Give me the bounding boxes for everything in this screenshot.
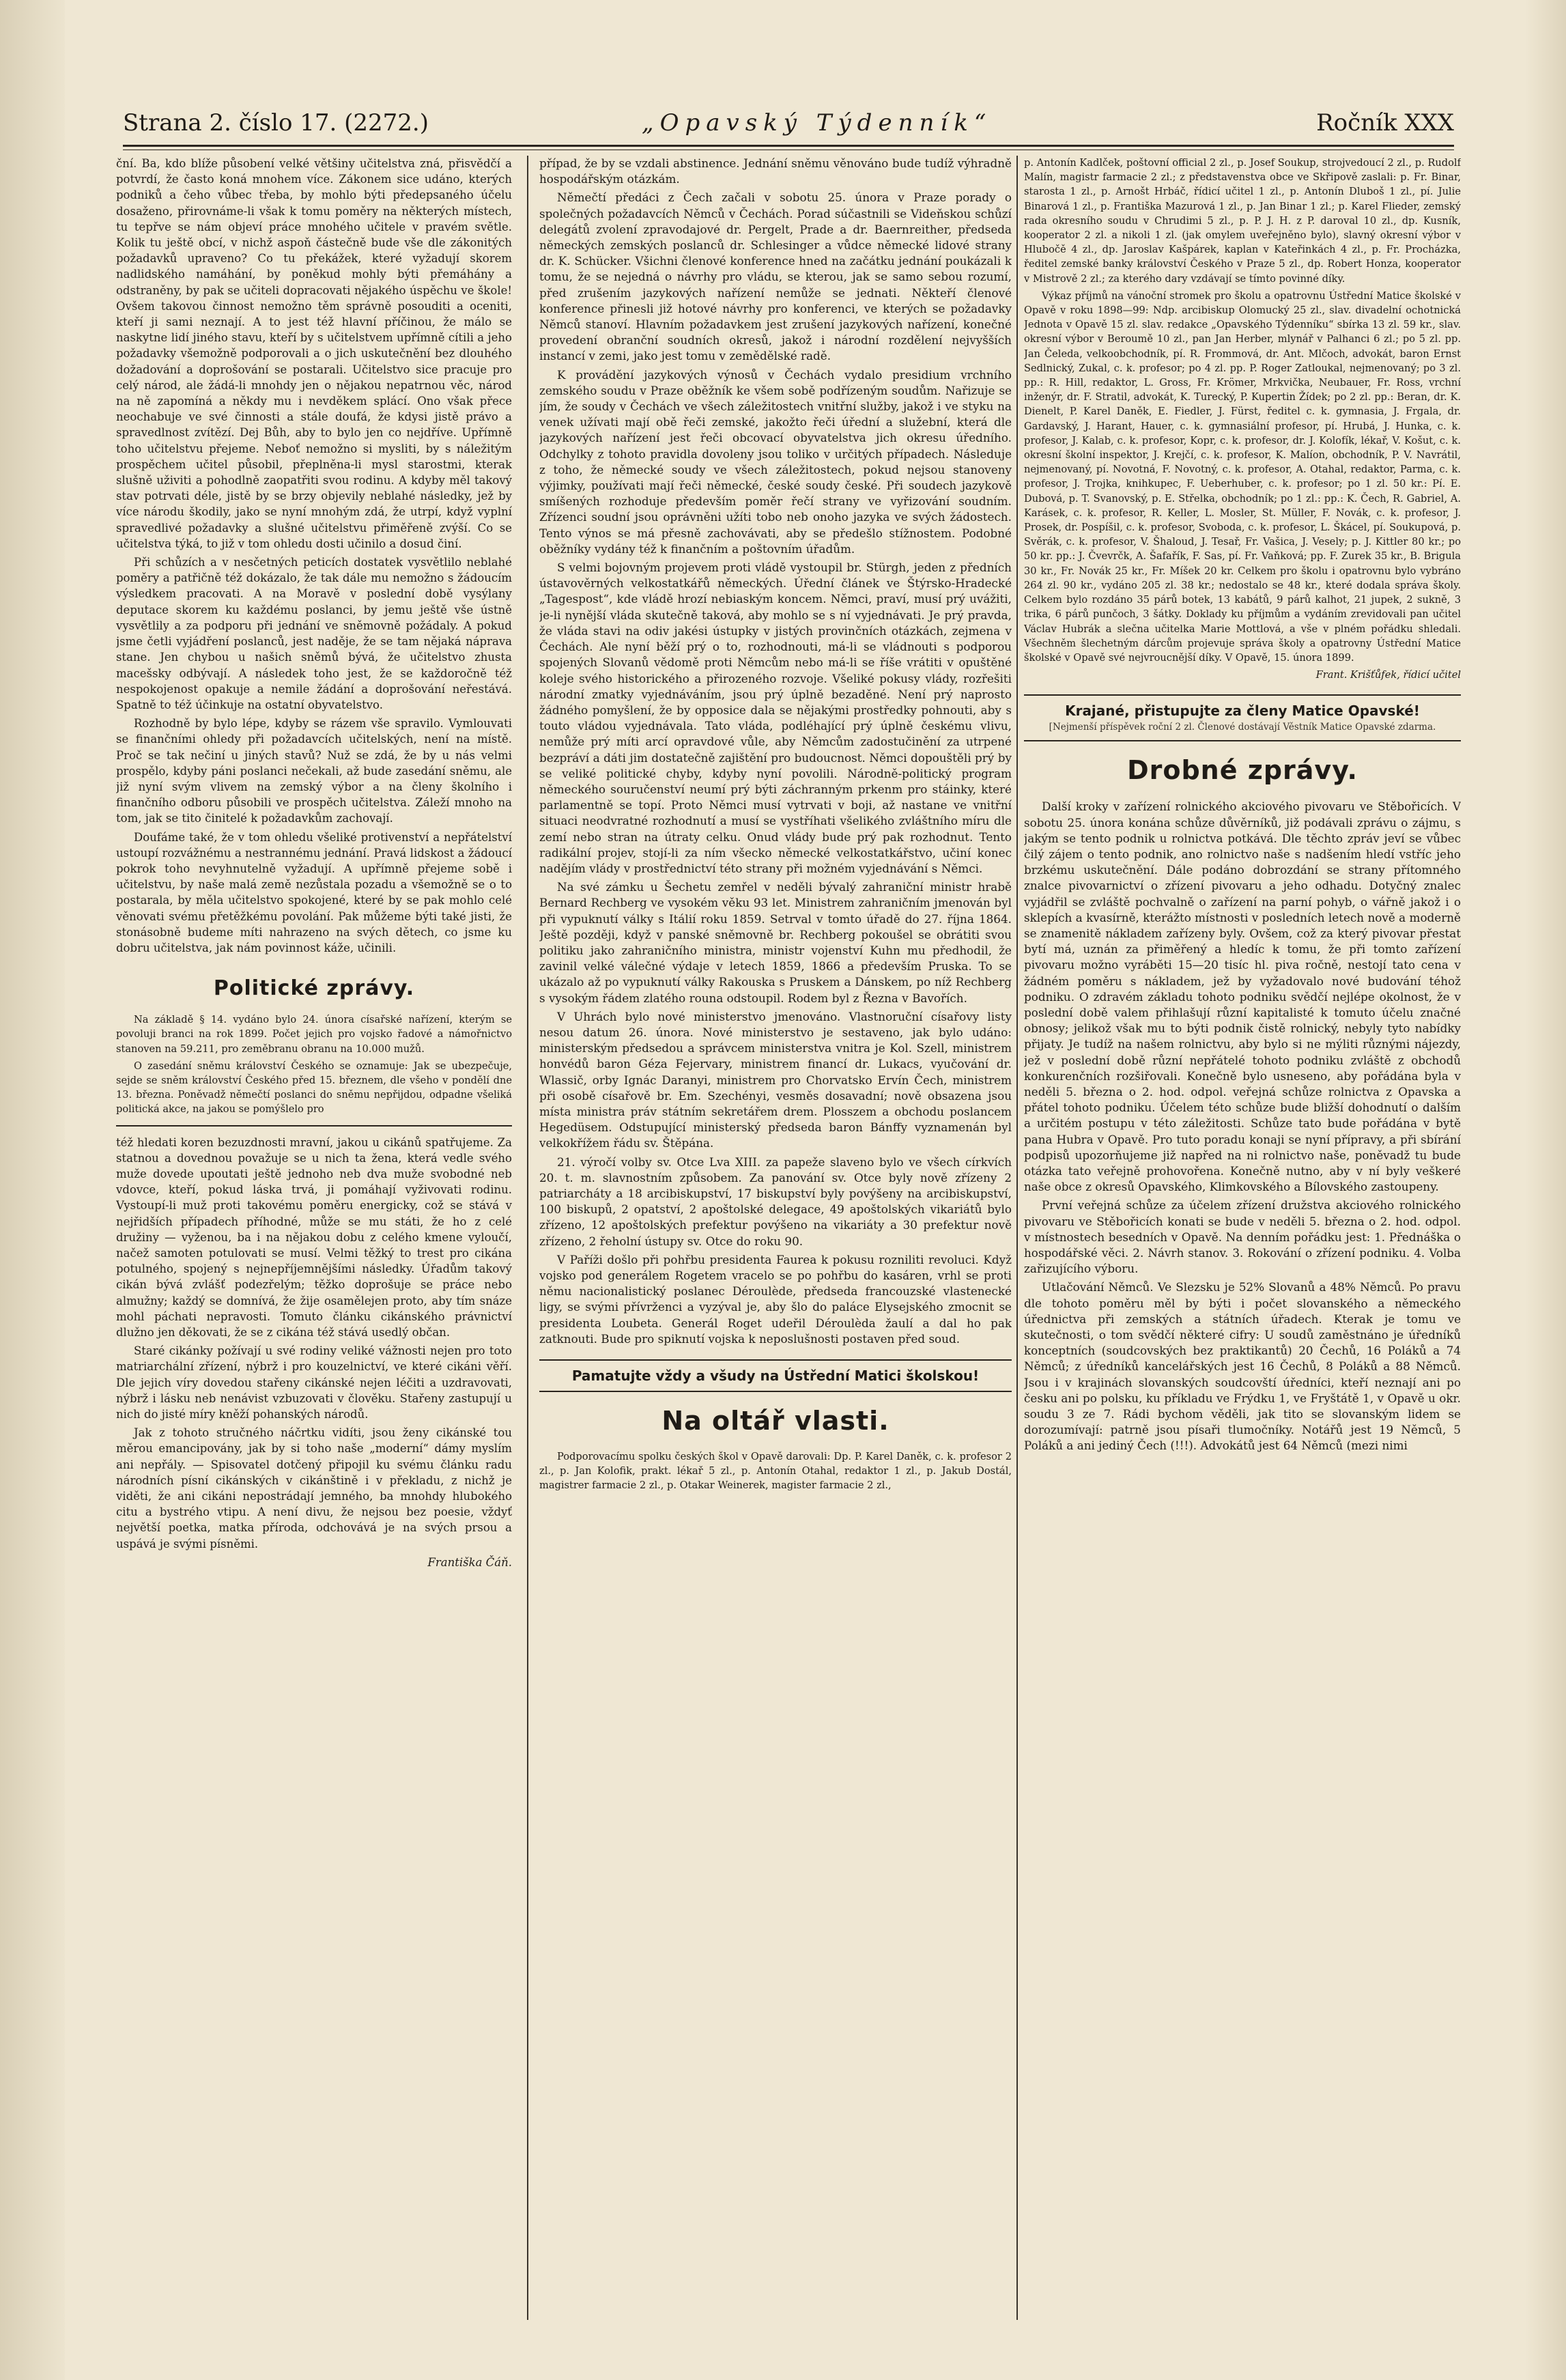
section-heading-drobne: Drobné zprávy. <box>1127 755 1358 786</box>
news-item: V Uhrách bylo nové ministerstvo jmenováno. Vlastnoruční císařovy listy nesou datum 26. února. Nové ministerstvo je sestaveno, jak bylo udáno: ministerským předsedou a správcem ministerstva vnitra je Kol. Szell, ministrem honvédů baron Géza Fejervary, ministrem financí dr. Lukacs, vyučování dr. Wlassič, orby Ignác Daranyi, ministrem pro Chorvatsko Ervín Čech, ministrem při osobě císařově br. Em. Szechényi, vesměs dosavadní; nově obsazena jsou místa ministra práv státním sekretářem drem. Plosszem a obchodu poslancem Hegedüsem. Odstupující ministerský předseda baron Bánffy vyznamenán byl velkokřížem řádu sv. Štěpána. <box>539 1009 1012 1150</box>
feuilleton-paragraph: též hledati koren bezuzdnosti mravní, jakou u cikánů spatřujeme. Za statnou a dovednou považuje se u nich ta žena, která vedle svého muže dovede upoutati ještě jednoho neb dva muže svobodné neb vdovce, kteří, pokud láska trvá, ji pomáhají vyživovati rodinu. Vystoupí-li muž proti takovému poměru energicky, což se stává v nejřidších případech příhodné, může se mu státi, že ho z celé družiny — vyženou, ba i na nějakou dobu z celého kmene vyloučí, načež samoten potulovati se musí. Velmi těžký to trest pro cikána potulného, spojený s nejnepříjemnějšími následky. Úřadům takový cikán bývá zvlášť podezřelým; těžko doprošuje se práce nebo almužny; každý se domnívá, že žije osamělejen proto, aby tím snáze mohl páchati nepravosti. Tomuto článku cikánského právnictví dlužno jen děkovati, že se z cikána též stává usedlý občan. <box>116 1135 512 1340</box>
column-divider <box>527 156 528 2320</box>
column-2 <box>539 156 1012 2325</box>
matice-opavska-notice <box>1024 694 1461 741</box>
matice-notice: Pamatujte vždy a všudy na Ústřední Matici školskou! <box>539 1359 1012 1392</box>
article-paragraph: Rozhodně by bylo lépe, kdyby se rázem vše spravilo. Vymlouvati se finančními ohledy při požadavcích učitelských, není na místě. Proč se tak nečiní u jiných stavů? Nuž se zdá, že by u nás velmi prospělo, kdyby páni poslanci nečekali, až bude zasedání sněmu, ale již nyní svým vlivem na zemský výbor a na členy školního i finančního odboru působili ve prospěch učitelstva. Záleží mnoho na tom, jak se tito činitelé k požadavkům zachovají. <box>116 717 512 825</box>
news-item: V Paříži došlo při pohřbu presidenta Faurea k pokusu rozniliti revoluci. Když vojsko pod generálem Rogetem vracelo se po pohřbu do kasáren, vrhl se proti němu nacionalistický poslanec Déroulède, předseda francouzské vlastenecké ligy, se svými přívrženci a vyzýval je, aby šlo do paláce Elysejského zmocnit se presidenta Loubeta. Generál Roget udeřil Déroulèda žaulí a dal ho pak zatknouti. Bude pro spiknutí vojska k neposlušnosti postaven před soud. <box>539 1252 1012 1346</box>
feuilleton-paragraph: Staré cikánky požívají u své rodiny veliké vážnosti nejen pro toto matriarchální zřízení, nýbrž i pro kouzelnictví, ve které cikáni věří. Dle jejich víry dovedou stařeny cikánské nejen léčiti a uzdravovati, nýbrž i lásku neb nenávist vzbuzovati v člověku. Stařeny zastupují u nich do jisté míry kněží pohanských národů. <box>116 1344 512 1421</box>
news-item: Němečtí předáci z Čech začali v sobotu 25. února v Praze porady o společných požadavcích Němců v Čechách. Porad súčastnili se Videňskou schůzí delegátů zvolení zpravodajové dr. Pergelt, Prade a dr. Baernreither, předseda německých zemských poslanců dr. Schlesinger a vůdce německé lidové strany dr. K. Schücker. Všichni členové konference hned na začátku jednání poukázali k tomu, že se nejedná o návrhy pro vládu, se kterou, jak se samo sebou rozumí, před zrušením jazykových nařízení nemůže se jednati. Někteří členové konference přinesli již hotové návrhy pro konferenci, ve kterých se požadavky Němců stanoví. Hlavním požadavkem jest zrušení jazykových nařízení, konečné provedení obranční soudních okresů, jakož i národní rozdělení nejvyšších instancí v zemi, jako jest tomu v zemědělské radě. <box>539 190 1012 363</box>
article-paragraph: ční. Ba, kdo blíže působení velké většiny učitelstva zná, přisvědčí a potvrdí, že často koná mnohem více. Zákonem sice udáno, kterých podniků a čeho vůbec třeba, by mohlo býti předepsaného účelu dosaženo, přirovnáme-li však k tomu poměry na některých místech, tu tepřve se nám objeví práce mnohého učitele v pravém světle. Kolik tu ještě obcí, v nichž aspoň částečně bude vše dle zákonitých požadavků upraveno? Co tu překážek, které vyžadují skorem nadlidského namáhání, by poněkud mohly býti přemáhány a odstraněny, by pak se učiteli dopracovati nějakého úspěchu ve škole! Ovšem takovou činnost nemožno těm správně posouditi a oceniti, kteří ji sami neznají. A to jest též hlavní příčinou, že málo se naskytne lidí jiného stavu, kteří by s učitelstvem upřímně cítili a jeho požadavky všemožně podporovali a o jich uskutečnění bez dlouhého dožadování a doprošování se postarali. Učitelstvo sice pracuje pro celý národ, ale žádá-li mnohdy jen o nějakou nepatrnou věc, národ na ně zapomíná a někdy mu i nevděkem splácí. Ono však přece neochabuje ve své činnosti a stále doufá, že kdysi jistě právo a spravedlnost zvítězí. Dej Bůh, aby to bylo jen co nejdříve. Upřímně toho učitelstvu přejeme. Neboť nemožno si mysliti, by s náležitým prospěchem učitel působil, přeplněna-li mysl starostmi, kterak slušně uživiti a pohodlně zaopatřiti svou rodinu. A kdyby měl takový stav potrvati déle, jistě by se brzy objevily neblahé následky, jež by více národu škodily, jako se nyní mnohým zdá, že utrpí, když vyplní spravedlivé požadavky a slušné učitelstvu přiměřeně zvýší. Co se učitelstva týká, to již v tom ohledu dosti učinilo a dosud činí. <box>116 157 512 550</box>
news-item: K provádění jazykových výnosů v Čechách vydalo presidium vrchního zemského soudu v Praze oběžník ke všem sobě podřízeným soudům. Nařizuje se jím, že soudy v Čechách ve všech záležitostech vnitřní služby, jakož i ve styku na venek užívati mají obě řeči zemské, jakožto řeči úřední a služební, která dle jazykových nařízení jest řeči obcovací obyvatelstva jich okresu úředního. Odchylky z tohoto pravidla dovoleny jsou toliko v určitých případech. Následuje z toho, že německé soudy ve všech záležitostech, pokud nejsou stanoveny výjimky, používati mají řeči německé, české soudy české. Při soudech jazykově smíšených rozhoduje především poměr řečí strany ve vyřizování soudním. Zřízenci soudní jsou oprávněni užíti tobo neb onoho jazyka ve svých žádostech. Tento výnos se má přesně zachovávati, aby se předešlo stížnostem. Podobné oběžníky vydány též k finančním a poštovním úřadům. <box>539 367 1012 556</box>
section-heading-politicke: Politické zprávy. <box>213 976 415 1001</box>
page-right-edge <box>1525 0 1566 2380</box>
notice-subtitle: [Nejmenší příspěvek roční 2 zl. Členové dostávají Věstník Matice Opavské zdarma. <box>1049 722 1436 733</box>
header-rule <box>123 145 1454 147</box>
section-heading-oltar: Na oltář vlasti. <box>661 1406 889 1436</box>
page-header <box>123 109 1454 150</box>
news-item: případ, že by se vzdali abstinence. Jednání sněmu věnováno bude tudíž výhradně hospodářským otázkám. <box>539 156 1012 186</box>
news-item: 21. výročí volby sv. Otce Lva XIII. za papeže slaveno bylo ve všech církvích 20. t. m. slavnostním způsobem. Za panování sv. Otce byly nově zřízeny 2 patriarcháty a 18 arcibiskupství, 17 biskupství byly povýšeny na arcibiskupství, 100 biskupů, 2 opatství, 2 apoštolské delegace, 49 apoštolských vikariátů bylo zřízeno, 12 apoštolských prefektur povýšeno na vikariáty a 30 prefektur nově zřízeno, 2 řeholní ústupy sv. Otce do roku 90. <box>539 1154 1012 1248</box>
notice-title: Krajané, přistupujte za členy Matice Opavské! <box>1065 703 1420 720</box>
column-divider <box>1016 156 1018 2320</box>
header-title: „Opavský Týdenník“ <box>642 109 993 137</box>
donation-list: Podporovacímu spolku českých škol v Opavě darovali: Dp. P. Karel Daněk, c. k. profesor 2 zl., p. Jan Kolofik, prakt. lékař 5 zl., p. Antonín Otahal, redaktor 1 zl., p. Jakub Dostál, magistrer farmacie 2 zl., p. Otakar Weinerek, magister farmacie 2 zl., <box>539 1451 1012 1492</box>
news-item: Na základě § 14. vydáno bylo 24. února císařské nařízení, kterým se povoluji branci na rok 1899. Počet jejich pro vojsko řadové a námořnictvo stanoven na 59.211, pro zeměbranu obranu na 10.000 mužů. <box>116 1014 512 1055</box>
report-signature: Frant. Krišťůfek, řídicí učitel <box>1315 669 1461 681</box>
article-paragraph: Při schůzích a v nesčetných peticích dostatek vysvětlilo neblahé poměry a patřičně též dokázalo, že tak dále mu nemožno s žádoucím výsledkem pracovati. A na Moravě v poslední době vysýlany deputace skorem ku každému poslanci, by jemu ještě vše ústně vysvětlily a za podporu při jednání ve sněmovně požádaly. A pokud jsme četli vyjádření poslanců, jest naděje, že se tam nějaká náprava stane. Jen chybou u našich sněmů bývá, že učitelstvo zhusta macešsky odbývají. A následek toho jest, že se každoročně též nespokojenost opakuje a nemile žádání a doprošování neřestává. Spatně to též účinkuje na ostatní obyvatelstvo. <box>116 556 512 711</box>
news-item: Utlačování Němců. Ve Slezsku je 52% Slovanů a 48% Němců. Po pravu dle tohoto poměru měl by býti i počet slovanského a německého úřednictva při zemských a státních úřadech. Kterak je tomu ve skutečnosti, o tom svědčí některé cifry: U soudů zaměstnáno je úředníků konceptních (soudcovských bez praktikantů) 20 Čechů, 16 Poláků a 74 Němců; z úředníků kancelářských jest 16 Čechů, 8 Poláků a 88 Němců. Jsou i v krajinách slovanských soudcovští úředníci, kteří neznají ani po česku ani po polsku, ku příkladu ve Frýdku 1, ve Fryštátě 1, v Opavě u okr. soudu 3 ze 7. Rádi bychom věděli, jak tito se slovanským lidem se dorozumívají: patrně jsou písaři tlumočníky. Notářů jest 19 Němců, 5 Poláků a ani jediný Čech (!!!). Advokátů jest 64 Němců (mezi nimi <box>1024 1280 1461 1453</box>
divider <box>116 1125 512 1127</box>
news-item: Další kroky v zařízení rolnického akciového pivovaru ve Stěbořicích. V sobotu 25. února konána schůze důvěrníků, již podávali zprávu o zájmu, s jakým se tento podnik u rolnictva potkává. Dle těchto zpráv jeví se vůbec čilý zájem o tento podnik, ano rolnictvo naše s nadšením hledí vstříc jeho brzkému uskutečnění. Dále podáno dobrozdání se strany přítomného znalce pivovarnictví o zřízení pivovaru a jeho odhadu. Dotyčný znalec vyjádřil se zvláště pochvalně o zařízení na parní pohyb, o vářně jakož i o sklepích a kvasírně, kterážto místnosti v posledních letech nově a moderně se znamenitě nákladem zařízeny byly. Ovšem, což za který pivovar přestat bytí má, uznán za přiměřený a hledíc k tomu, že při tomto zařízení pivovaru možno vyráběti 15—20 tisíc hl. piva ročně, nestojí tato cena v žádném poměru s nákladem, jež by vyžadovalo nové budování téhož podniku. O zdravém základu tohoto podniku svědčí nejlépe okolnost, že v poslední době valem přihlašují různí kapitalisté k tomuto účelu značné obnosy; jelikož však mu to býti podnik čistě rolnický, nebyly tyto nabídky přijaty. Je tudíž na našem rolnictvu, aby bylo si ne mýliti různými nájezdy, jež v poslední době různí nepřátelé tohoto podniku zvláště z obchodů konkurenčních rozšiřovali. Konečně bylo usneseno, aby pořádána byla v neděli 5. března o 2. hod. odpol. veřejná schůze rolnictva z Opavska a přátel tohoto podniku. Účelem této schůze bude bližší dohodnutí o dalším a určitém postupu v této záležitosti. Schůze tato bude pořádána v bytě pana Hubra v Opavě. Pro tuto poradu konaji se nyní přípravy, a při sbírání podpisů upozorňujeme již napřed na ni rolnictvo naše, poněvadž tu bude otázka tato veřejně prohovořena. Konečně nutno, aby v ní byly veškeré naše obce z okresů Opavského, Klimkovského a Bílovského zastoupeny. <box>1024 799 1461 1194</box>
feuilleton-paragraph: Jak z tohoto stručného náčrtku vidíti, jsou ženy cikánské tou měrou emancipovány, jak by si toho naše „moderní“ dámy myslím ani nepřály. — Spisovatel dotčený připojil ku svému článku radu národních písní cikánských v cikánštině i v překladu, z nichž je viděti, že ani cikáni nepostrádají jemného, ba mnohdy hlubokého citu a bystrého vtipu. A není divu, že nejsou bez poesie, vždyť největší poetka, matka příroda, odchovává je na svých prsou a uspává je svými písněmi. <box>116 1426 512 1550</box>
donation-report: Výkaz příjmů na vánoční stromek pro školu a opatrovnu Ústřední Matice školské v Opavě v roku 1898—99: Ndp. arcibiskup Olomucký 25 zl., slav. divadelní ochotnická Jednota v Opavě 15 zl. slav. redakce „Opavského Týdenníku“ sbírka 13 zl. 59 kr., slav. okresní výbor v Beroumě 10 zl., pan Jan Herber, mlynář v Palhanci 6 zl.; po 5 zl. pp. Jan Čeleda, velkoobchodník, pí. R. Frommová, dr. Ant. Mlčoch, advokát, baron Ernst Sedlnický, Zukal, c. k. profesor; po 4 zl. pp. P. Roger Zatloukal, nejmenovaný; po 3 zl. pp.: R. Hill, redaktor, L. Gross, Fr. Krömer, Mrkvička, Neubauer, Fr. Ross, vrchní inženýr, dr. F. Stratil, advokát, K. Turecký, P. Kupertin Žídek; po 2 zl. pp.: Beran, dr. K. Dienelt, P. Karel Daněk, E. Fiedler, J. Fürst, ředitel c. k. gymnasia, J. Frgala, dr. Gardavský, J. Harant, Hauer, c. k. gymnasiální profesor, pí. Hrubá, J. Hunka, c. k. profesor, J. Kalab, c. k. profesor, Kopr, c. k. profesor, dr. J. Kolofík, lékař, V. Košut, c. k. okresní školní inspektor, J. Krejčí, c. k. profesor, K. Malíon, obchodník, P. V. Navrátil, nejmenovaný, pí. Novotná, F. Novotný, c. k. profesor, A. Otahal, redaktor, Parma, c. k. profesor, J. Trojka, knihkupec, F. Ueberhuber, c. k. profesor; po 1 zl. 50 kr.: Pí. E. Dubová, p. T. Svanovský, p. E. Střelka, obchodník; po 1 zl.: pp.: K. Čech, R. Gabriel, A. Karásek, c. k. profesor, R. Keller, L. Mosler, St. Müller, F. Novák, c. k. profesor, J. Prosek, dr. Pospíšil, c. k. profesor, Svoboda, c. k. profesor, L. Škácel, pí. Soukupová, p. Svěrák, c. k. profesor, V. Šhaloud, J. Tesař, Fr. Vašica, J. Vesely; p. J. Kittler 80 kr.; po 50 kr. pp.: J. Čvevrčk, A. Šafařík, F. Sas, pí. Fr. Vaňková; pp. F. Zurek 35 kr., B. Brigula 30 kr., Fr. Novák 25 kr., Fr. Míšek 20 kr. Celkem pro školu i opatrovnu bylo vybráno 264 zl. 90 kr., vydáno 205 zl. 38 kr.; nedostalo se 48 kr., které dodala správa školy. Celkem bylo rozdáno 35 párů botek, 13 kabátů, 9 párů kalhot, 21 jupek, 2 sukně, 3 trika, 6 párů punčoch, 3 šátky. Doklady ku příjmům a vydáním zrevidovali pan učitel Václav Hubrák a slečna učitelka Marie Mottlová, a vše v plném pořádku shledali. Všechněm šlechetným dárcům projevuje správa školy a opatrovny Ústřední Matice školské v Opavě své nejvroucnější díky. V Opavě, 15. února 1899. <box>1024 289 1461 664</box>
page-left-edge <box>0 0 65 2380</box>
author-signature: Františka Čáň. <box>427 1555 512 1569</box>
header-page-number: Strana 2. číslo 17. (2272.) <box>123 109 429 137</box>
news-item: S velmi bojovným projevem proti vládě vystoupil br. Stürgh, jeden z předních ústavověrných velkostatkářů německých. Úřední článek ve Štýrsko-Hradecké „Tagespost“, kde vládě hrozí nebiaským koncem. Němci, praví, musí prý uvážiti, je-li nynější vláda skutečně taková, aby mohlo se s ní vyjednávati. Je prý pravda, že vláda stavi na odiv jakési ústupky v jistých provinčních otázkách, zejmena v Čechách. Ale nyní běží prý o to, rozhodnouti, má-li se vládnouti s podporou spojených Slovanů vědomě proti Němcům nebo má-li se říše vrátiti v opuštěné koleje svého historického a přirozeného rozvoje. Všeliké pokusy vlády, rozřešiti národní zmatky vyjednáváním, jsou prý úplně bezaděné. Není prý naprosto žádného pomyšlení, že by opposice dala se nějakými prostředky pohnouti, aby s touto vládou vyjednávala. Tato vláda, podléhající prý úplně českému vlivu, nemůže prý míti arcí opravdové vůle, aby Němcům zadostučinění za utrpené bezpráví a dáti jim dostatečně zajištění pro budoucnost. Němci dopouštěli prý by se veliké politické chyby, kdyby nyní povolili. Národně-politický program německého souručenství neumí prý býti záchranným prkenm pro stáinky, které parlamentně se topí. Proto Němci musí vytrvati v boji, až nastane ve vnitřní situaci neodvratné rozhodnutí a musí se vystříhati všelikého zvláštního míru dle zemí nebo stran na útraty celku. Onud vlády bude prý pak rozhodnut. Tento radikální projev, stojí-li za ním všecko německé velkostatkářstvo, učiní konec nadějím vlády v prostřednictví této strany při možném vyjednávání s Němci. <box>539 561 1012 875</box>
column-3 <box>1024 156 1461 2325</box>
header-volume: Ročník XXX <box>1316 109 1454 137</box>
donation-list: p. Antonín Kadlček, poštovní official 2 zl., p. Josef Soukup, strojvedoucí 2 zl., p. Rudolf Malín, magistr farmacie 2 zl.; z představenstva obce ve Skřipově zaslali: p. Fr. Binar, starosta 1 zl., p. Arnošt Hrbáč, řídicí učitel 1 zl., p. Antonín Dluboš 1 zl., pí. Julie Binarová 1 zl., p. Františka Mazurová 1 zl., p. Jan Binar 1 zl.; p. Karel Flieder, zemský rada okresního soudu v Chrudimi 5 zl., p. P. J. H. z P. daroval 10 zl., dp. Kusník, kooperator 2 zl. a nikoli 1 zl. (jak omylem uveřejněno bylo), slavný okresní výbor v Hlubočě 4 zl., dp. Jaroslav Kašpárek, kaplan v Kateřinkách 4 zl., p. Fr. Procházka, ředitel zemské banky království Českého v Praze 5 zl., dp. Robert Honza, kooperator v Mistrově 2 zl.; za kterého dary vzdávají se tímto povinné díky. <box>1024 157 1461 285</box>
column-1 <box>116 156 512 2325</box>
article-paragraph: Doufáme také, že v tom ohledu všeliké protivenství a nepřátelství ustoupí rozvážnému a nestrannému jednání. Pravá lidskost a žádoucí pokrok toho nevyhnutelně vyžadují. A upřímně přejeme sobě i učitelstvu, by naše malá země nezůstala pozadu a všemožně se o to postarala, by měla učitelstvo spokojené, které by se pak mohlo celé věnovati svému přetěžkému povolání. Pak můžeme býti také jisti, že stonásobně budeme míti nahrazeno na svých dětech, co jsme ku dobru učitelstva, jak nám povinnost káže, učinili. <box>116 830 512 954</box>
news-item: První veřejná schůze za účelem zřízení družstva akciového rolnického pivovaru ve Stěbořicích konati se bude v neděli 5. března o 2. hod. odpol. v místnostech besedních v Opavě. Na denním pořádku jest: 1. Přednáška o hospodářské věci. 2. Návrh stanov. 3. Rokování o zřízení podniku. 4. Volba zařizujícího výboru. <box>1024 1198 1461 1276</box>
news-item: O zasedání sněmu království Českého se oznamuje: Jak se ubezpečuje, sejde se sněm království Českého před 15. březnem, dle všeho v pondělí dne 13. března. Poněvadž němečtí poslanci do sněmu nepřijdou, odpadne všeliká politická akce, na jakou se pomýšlelo pro <box>116 1060 512 1116</box>
news-item: Na své zámku u Šechetu zemřel v neděli bývalý zahraniční ministr hrabě Bernard Rechberg ve vysokém věku 93 let. Ministrem zahraničním jmenován byl při vypuknutí války s Itálií roku 1859. Setrval v tomto úřadě do 27. října 1864. Ještě později, když v panské sněmovně br. Rechberg pokoušel se obrátiti svou politiku jako zahraničního ministra, ministr vojenství Kuhn mu předhodil, že zavinil velké válečné výdaje v letech 1859, 1866 a především Pruska. To se ukázalo až po vypuknutí války Rakouska s Pruskem a Dánskem, po níž Rechberg s vysokým řádem zlatého rouna odstoupil. Rodem byl z Řezna v Bavořích. <box>539 880 1012 1005</box>
